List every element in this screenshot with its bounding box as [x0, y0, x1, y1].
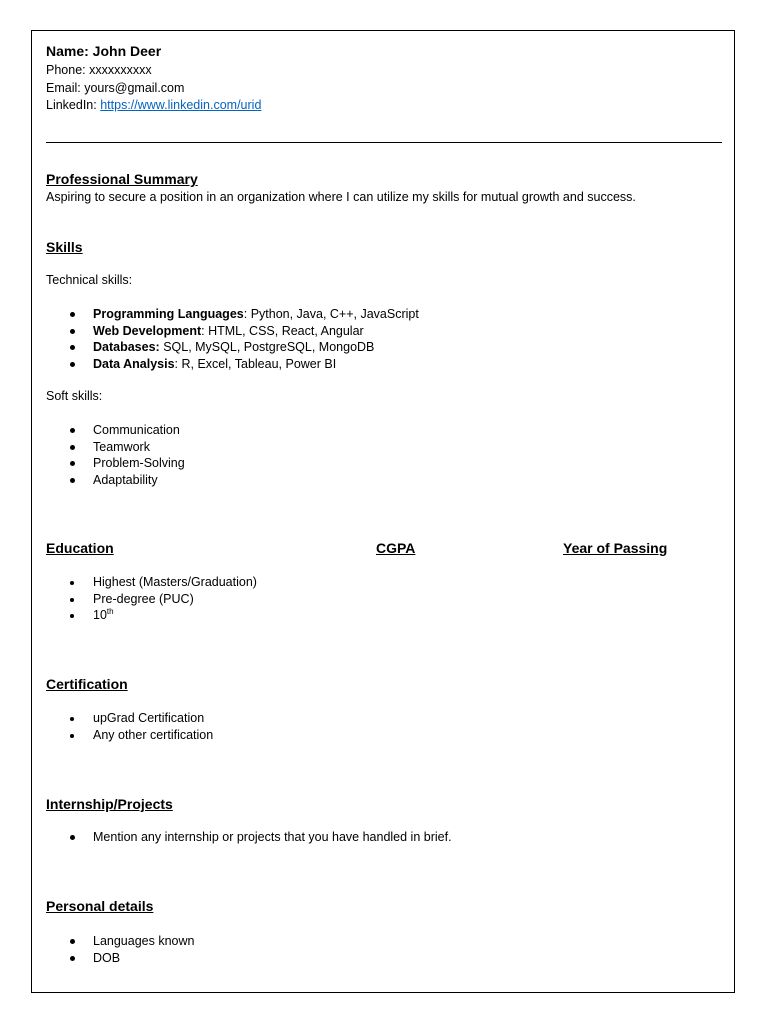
ordinal-suffix: th: [106, 607, 114, 616]
bullet-icon: [70, 956, 75, 961]
bullet-icon: [70, 345, 75, 350]
list-item: [93, 950, 194, 967]
skill-category: Databases:: [93, 340, 160, 354]
certification-item: upGrad Certification: [93, 711, 205, 725]
list-item: [93, 472, 185, 489]
linkedin-label: LinkedIn:: [46, 98, 101, 112]
summary-heading: Professional Summary: [46, 171, 198, 187]
education-item: 10: [93, 608, 107, 622]
linkedin-link[interactable]: https://www.linkedin.com/urid: [100, 98, 262, 112]
soft-skills-list: [93, 422, 185, 488]
list-item: [93, 339, 419, 356]
skill-category: Data Analysis: [93, 356, 175, 371]
list-item: [93, 439, 185, 456]
skill-values: SQL, MySQL, PostgreSQL, MongoDB: [163, 340, 375, 354]
skill-values: Python, Java, C++, JavaScript: [250, 307, 419, 321]
list-item: [93, 306, 419, 323]
linkedin-line: [46, 98, 261, 112]
header-divider: [46, 142, 722, 143]
bullet-icon: [70, 581, 74, 585]
separator: :: [174, 356, 182, 371]
soft-skill: Communication: [93, 423, 180, 437]
bullet-icon: [70, 835, 75, 840]
skill-values: R, Excel, Tableau, Power BI: [181, 356, 337, 371]
technical-skills-label: Technical skills:: [46, 273, 133, 287]
personal-details-heading: Personal details: [46, 898, 154, 914]
education-heading: Education: [46, 540, 114, 556]
bullet-icon: [70, 461, 75, 466]
cgpa-heading: CGPA: [376, 540, 416, 556]
bullet-icon: [70, 614, 74, 618]
candidate-name: Name: John Deer: [46, 43, 162, 59]
list-item: [93, 727, 213, 744]
list-item: [93, 710, 213, 727]
list-item: [93, 422, 185, 439]
bullet-icon: [70, 478, 75, 483]
list-item: [93, 829, 452, 846]
list-item: [93, 574, 257, 591]
bullet-icon: [70, 312, 75, 317]
technical-skills-list: [93, 306, 419, 372]
bullet-icon: [70, 734, 74, 738]
bullet-icon: [70, 362, 75, 367]
bullet-icon: [70, 445, 75, 450]
list-item: [93, 591, 257, 608]
personal-item: Languages known: [93, 934, 195, 948]
soft-skill: Teamwork: [93, 439, 150, 454]
personal-details-list: [93, 933, 194, 966]
certification-item: Any other certification: [93, 727, 214, 742]
year-of-passing-heading: Year of Passing: [563, 540, 668, 556]
bullet-icon: [70, 428, 75, 433]
certification-heading: Certification: [46, 676, 128, 692]
email-line: Email: yours@gmail.com: [46, 81, 185, 95]
phone-line: Phone: xxxxxxxxxx: [46, 63, 152, 77]
list-item: [93, 323, 419, 340]
education-item: Pre-degree (PUC): [93, 591, 194, 606]
bullet-icon: [70, 329, 75, 334]
list-item: [93, 356, 419, 373]
skill-values: HTML, CSS, React, Angular: [208, 323, 364, 338]
skill-category: Web Development: [93, 323, 202, 338]
list-item: [93, 607, 257, 624]
list-item: [93, 455, 185, 472]
certification-list: [93, 710, 213, 743]
projects-list: [93, 829, 452, 846]
education-item: Highest (Masters/Graduation): [93, 575, 257, 589]
soft-skill: Adaptability: [93, 472, 158, 487]
summary-text: Aspiring to secure a position in an organization where I can utilize my skills for mutual growth and success.: [46, 190, 636, 204]
skills-heading: Skills: [46, 239, 83, 255]
separator: :: [243, 307, 251, 321]
separator: :: [201, 323, 209, 338]
list-item: [93, 933, 194, 950]
bullet-icon: [70, 939, 75, 944]
soft-skills-label: Soft skills:: [46, 389, 103, 403]
projects-heading: Internship/Projects: [46, 796, 173, 812]
bullet-icon: [70, 598, 74, 602]
bullet-icon: [70, 717, 74, 721]
education-list: [93, 574, 257, 624]
project-item: Mention any internship or projects that you have handled in brief.: [93, 830, 452, 844]
personal-item: DOB: [93, 950, 121, 965]
soft-skill: Problem-Solving: [93, 456, 185, 470]
skill-category: Programming Languages: [93, 307, 244, 321]
